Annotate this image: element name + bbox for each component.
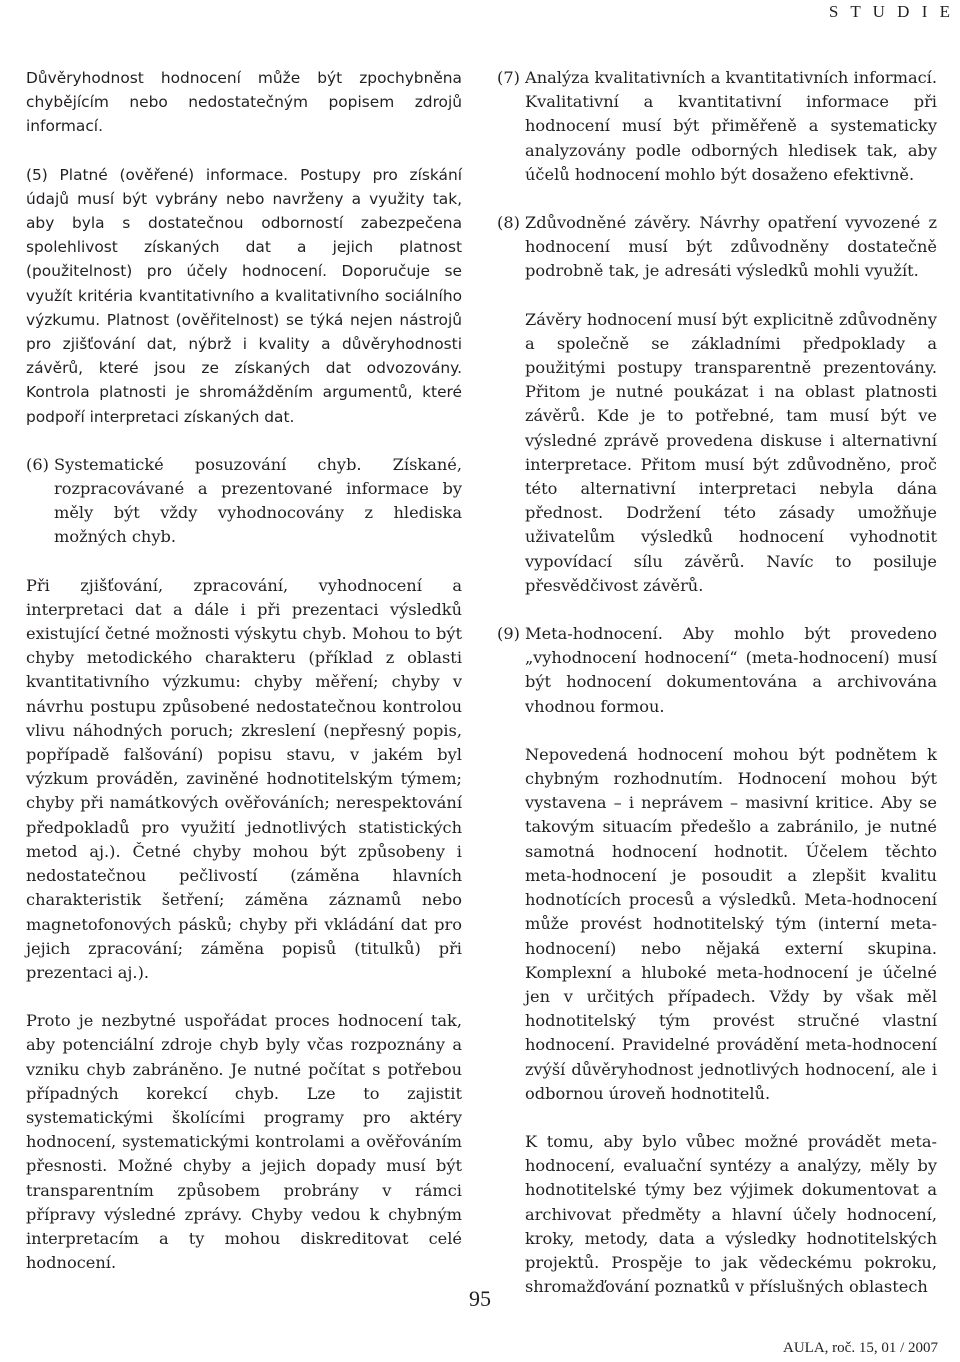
paragraph: K tomu, aby bylo vůbec možné provádět meta-hodnocení, evaluační syntézy a analýzy, měly by hodnotitelské týmy bez výjimek dokumentovat a archivovat předměty a hlavní účely hodnocení, kroky, metody, data a výsledky hodnotitelských projektů. Prospěje to jak vědeckému pokroku, shromažďování poznatků v příslušných oblastech bbox=[525, 1131, 937, 1297]
item-6-number: (6) bbox=[26, 454, 49, 474]
item-6-text: Systematické posuzování chyb. Získané, rozpracovávané a prezentované informace by měly být vždy vyhodnocovány z hlediska možných chyb. bbox=[54, 454, 462, 547]
item-9-text: Meta-hodnocení. Aby mohlo být provedeno „vyhodnocení hodnocení“ (meta-hodnocení) musí být hodnocení dokumentována a archivována vhodnou formou. bbox=[525, 624, 937, 716]
journal-footer: AULA, roč. 15, 01 / 2007 bbox=[783, 1340, 938, 1356]
item-5-text: Postupy pro získání údajů musí být vybrány nebo navrženy a využity tak, aby byla s dostatečnou odborností zabezpečena spolehlivost získaných dat a jejich platnost (použitelnost) pro účely hodnocení. Doporučuje se využít kritéria kvantitativního a kvalitativního sociálního výzkumu. Platnost (ověřitelnost) se týká nejen nástrojů pro zjišťování dat, nýbrž i kvality a důvěryhodnosti závěrů, které jsou ze získaných dat odvozovány. Kontrola platnosti je shromážděním argumentů, které podpoří interpretaci získaných dat. bbox=[26, 165, 462, 426]
item-6 bbox=[26, 453, 462, 550]
item-7-number: (7) bbox=[497, 68, 520, 87]
item-5 bbox=[26, 163, 462, 429]
section-header: S T U D I E bbox=[828, 2, 954, 21]
item-8-text: Zdůvodněné závěry. Návrhy opatření vyvozené z hodnocení musí být zdůvodněny dostatečně podrobně tak, je adresáti výsledků mohli využít. bbox=[525, 213, 937, 281]
paragraph: Proto je nezbytné uspořádat proces hodnocení tak, aby potenciální zdroje chyb byly včas rozpoznány a vzniku chyb zabráněno. Je nutné počítat s potřebou případných korekcí chyb. Lze to zajistit systematickými školícími programy pro aktéry hodnocení, systematickými kontrolami a ověřováním přesnosti. Možné chyby a jejich dopady musí být transparentním způsobem probrány v rámci přípravy výsledné zprávy. Chyby vedou k chybným interpretacím a ty mohou diskreditovat celé hodnocení. bbox=[26, 1011, 462, 1273]
paragraph: Závěry hodnocení musí být explicitně zdůvodněny a společně se základními předpoklady a použitými postupy transparentně prezentovány. Přitom je nutné poukázat i na oblast platnosti závěrů. Kde je to potřebné, tam musí být ve výsledné zprávě provedena diskuse i alternativní interpretace. Přitom musí být zdůvodněno, proč této alternativní interpretaci nebyla dána přednost. Dodržení této zásady umožňuje uživatelům výsledků hodnocení vyhodnotit vypovídací sílu závěrů. Navíc to posiluje přesvědčivost závěrů. bbox=[525, 309, 937, 595]
item-9 bbox=[497, 622, 937, 719]
item-7 bbox=[497, 66, 937, 187]
item-7-text: Analýza kvalitativních a kvantitativních informací. Kvalitativní a kvantitativní informace při hodnocení musí být přiměřeně a systematicky analyzovány podle odborných hledisek tak, aby účelů hodnocení mohlo být dosaženo efektivně. bbox=[525, 68, 937, 184]
right-column bbox=[497, 66, 937, 1299]
paragraph: Důvěryhodnost hodnocení může být zpochybněna chybějícím nebo nedostatečným popisem zdrojů informací. bbox=[26, 69, 462, 136]
paragraph: Při zjišťování, zpracování, vyhodnocení a interpretaci dat a dále i při prezentaci výsledků existující četné možnosti výskytu chyb. Mohou to být chyby metodického charakteru (příklad z oblasti kvantitativního výzkumu: chyby měření; chyby v návrhu postupu způsobené nedostatečnou kontrolou vlivu náhodných poruch; zkreslení (nepřesný popis, popřípadě falšování) popisu stavu, v jakém byl výzkum prováděn, zaviněné hodnotitelským týmem; chyby při namátkových ověřováních; nerespektování předpokladů pro využití jednotlivých statistických metod aj.). Četné chyby mohou být způsobeny i nedostatečnou pečlivostí (záměna hlavních charakteristik šetření; záměna záznamů nebo magnetofonových pásků; chyby při vkládání dat pro jejich zpracování; záměna popisů (titulků) při prezentaci aj.). bbox=[26, 575, 462, 982]
page-number: 95 bbox=[469, 1286, 491, 1311]
paragraph: Nepovedená hodnocení mohou být podnětem k chybným rozhodnutím. Hodnocení mohou být vystavena – i neprávem – masivní kritice. Aby se takovým situacím předešlo a zabránilo, je nutné samotná hodnocení hodnotit. Účelem těchto meta-hodnocení je posoudit a zlepšit kvalitu hodnotících procesů a výsledků. Meta-hodnocení může provést hodnotitelský tým (interní meta-hodnocení) nebo nějaká externí skupina. Komplexní a hluboké meta-hodnocení je účelné jen v určitých případech. Vždy by však měl hodnotitelský tým provést stručné vlastní hodnocení. Pravidelné provádění meta-hodnocení zvýší důvěryhodnost jednotlivých hodnocení, ale i odbornou úroveň hodnotitelů. bbox=[525, 744, 937, 1103]
item-8-number: (8) bbox=[497, 213, 520, 233]
item-5-lead: (5) Platné (ověřené) informace. bbox=[26, 165, 289, 184]
item-9-number: (9) bbox=[497, 624, 520, 644]
left-column bbox=[26, 66, 462, 1275]
item-8 bbox=[497, 211, 937, 284]
